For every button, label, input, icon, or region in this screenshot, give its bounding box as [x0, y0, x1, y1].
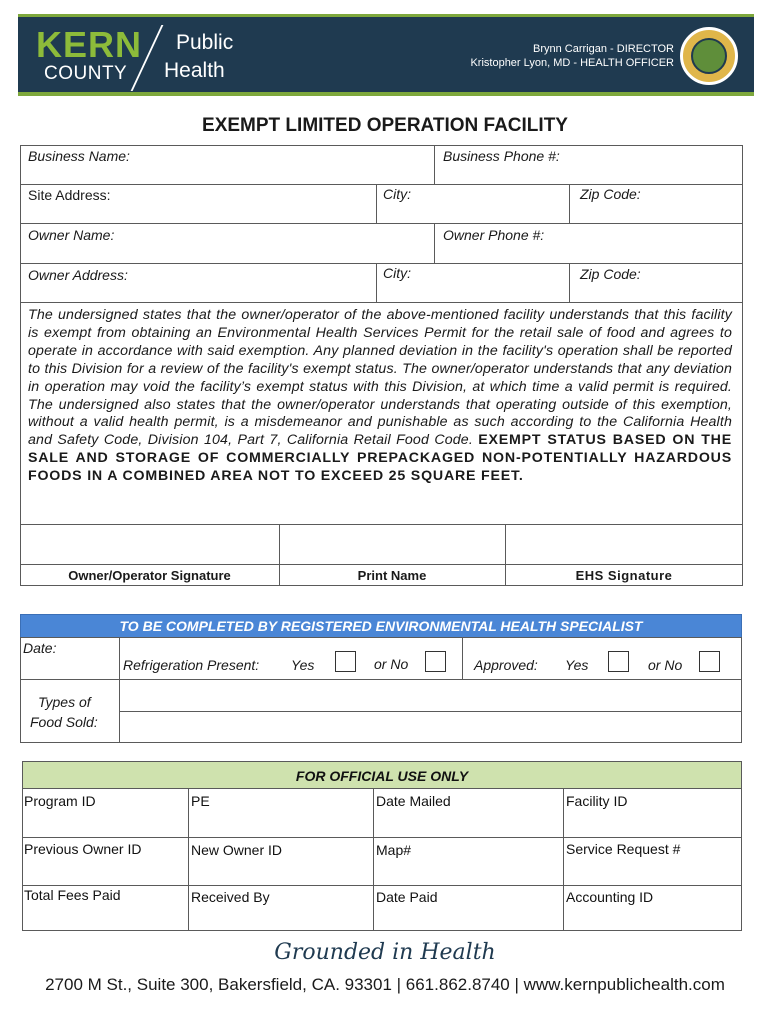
- official-row-divider: [22, 885, 742, 886]
- approved-yes-label: Yes: [565, 657, 589, 673]
- owner-signature-field[interactable]: [21, 525, 278, 563]
- total-fees-paid-field[interactable]: Total Fees Paid: [24, 887, 121, 903]
- received-by-field[interactable]: Received By: [191, 889, 270, 905]
- logo-public: Public: [176, 31, 234, 54]
- grid-col-divider: [376, 184, 377, 223]
- map-number-field[interactable]: Map#: [376, 842, 412, 858]
- refrigeration-yes-label: Yes: [291, 657, 315, 673]
- logo-kern: KERN: [36, 24, 143, 65]
- approved-no-checkbox[interactable]: [699, 651, 720, 672]
- print-name-label: Print Name: [357, 568, 427, 583]
- footer-tagline: Grounded in Health: [274, 940, 496, 965]
- official-row-divider: [22, 837, 742, 838]
- statement-body: The undersigned states that the owner/operator of the above-mentioned facility understands that this facility is exempt from obtaining an Environmental Health Services Permit for the retail sale of food and agrees to operate in accordance with said exemption. Any planned deviation in the facility's operation shall be reported to this Division for a review of the facility's exempt status. The owner/operator understands that any deviation in operation may void the facility’s exempt status with this Division, at which time a valid permit is required. The undersigned also states that the owner/operator understands that operating outside of this exemption, without a valid health permit, is a misdemeanor and punishable as such according to the California Health and Safety Code, Division 104, Part 7, California Retail Food Code.: [28, 307, 732, 449]
- owner-city-field[interactable]: City:: [383, 265, 411, 281]
- grid-row-divider: [20, 263, 743, 264]
- facility-id-field[interactable]: Facility ID: [566, 793, 628, 809]
- refrigeration-no-checkbox[interactable]: [425, 651, 446, 672]
- date-mailed-field[interactable]: Date Mailed: [376, 793, 451, 809]
- seal-center: [691, 38, 727, 74]
- grid-row-divider: [20, 223, 743, 224]
- form-title: EXEMPT LIMITED OPERATION FACILITY: [202, 115, 568, 136]
- county-seal-icon: [680, 27, 738, 85]
- official-use-heading: [22, 761, 742, 789]
- new-owner-id-field[interactable]: New Owner ID: [191, 842, 283, 858]
- business-name-field[interactable]: Business Name:: [28, 148, 130, 164]
- service-request-field[interactable]: Service Request #: [566, 841, 681, 857]
- grid-col-divider: [569, 263, 570, 303]
- grid-col-divider: [434, 223, 435, 263]
- refrigeration-label: Refrigeration Present:: [123, 657, 260, 673]
- zip-code-field[interactable]: Zip Code:: [580, 186, 641, 202]
- grid-col-divider: [434, 145, 435, 184]
- approved-yes-checkbox[interactable]: [608, 651, 629, 672]
- types-of-food-label-line1: Types of: [38, 694, 91, 710]
- refrigeration-yes-checkbox[interactable]: [335, 651, 356, 672]
- approved-no-label: or No: [648, 657, 683, 673]
- signature-line: [20, 564, 743, 565]
- print-name-field[interactable]: [280, 525, 504, 563]
- owner-name-field[interactable]: Owner Name:: [28, 227, 115, 243]
- official-col-divider: [188, 788, 189, 931]
- director-line: Brynn Carrigan - DIRECTOR: [533, 43, 674, 55]
- date-paid-field[interactable]: Date Paid: [376, 889, 438, 905]
- program-id-field[interactable]: Program ID: [24, 793, 96, 809]
- ehs-heading-text: TO BE COMPLETED BY REGISTERED ENVIRONMENTAL HEALTH SPECIALIST: [119, 618, 643, 634]
- official-heading-text: FOR OFFICIAL USE ONLY: [295, 768, 469, 784]
- logo-county: COUNTY: [44, 63, 128, 84]
- health-officer-line: Kristopher Lyon, MD - HEALTH OFFICER: [470, 57, 674, 69]
- grid-col-divider: [569, 184, 570, 223]
- approved-label: Approved:: [474, 657, 538, 673]
- previous-owner-id-field[interactable]: Previous Owner ID: [24, 841, 142, 857]
- ehs-col-divider: [462, 637, 463, 679]
- owner-phone-field[interactable]: Owner Phone #:: [443, 227, 545, 243]
- official-use-table: [22, 788, 742, 931]
- ehs-date-field[interactable]: Date:: [23, 640, 57, 656]
- footer-address: 2700 M St., Suite 300, Bakersfield, CA. 93301 | 661.862.8740 | www.kernpublichealth.com: [45, 975, 725, 994]
- statement-exempt-status: EXEMPT STATUS BASED ON THE SALE AND STORAGE OF COMMERCIALLY PREPACKAGED NON-POTENTIALLY HAZARDOUS FOODS IN A COMBINED AREA NOT TO EXCEED 25 SQUARE FEET.: [28, 432, 732, 485]
- owner-address-field[interactable]: Owner Address:: [28, 267, 128, 283]
- refrigeration-no-label: or No: [374, 656, 409, 672]
- grid-row-divider: [20, 184, 743, 185]
- header-banner: [18, 14, 754, 96]
- official-col-divider: [563, 788, 564, 931]
- site-address-field[interactable]: Site Address:: [28, 187, 111, 203]
- owner-zip-code-field[interactable]: Zip Code:: [580, 266, 641, 282]
- pe-field[interactable]: PE: [191, 793, 210, 809]
- business-phone-field[interactable]: Business Phone #:: [443, 148, 560, 164]
- ehs-signature-label: EHS Signature: [575, 568, 673, 583]
- logo-health: Health: [164, 59, 225, 82]
- exemption-statement: [28, 307, 732, 486]
- ehs-section-heading: [20, 614, 742, 638]
- types-of-food-field[interactable]: [120, 680, 741, 742]
- official-col-divider: [373, 788, 374, 931]
- city-field[interactable]: City:: [383, 186, 411, 202]
- types-of-food-label-line2: Food Sold:: [30, 714, 98, 730]
- grid-col-divider: [376, 263, 377, 303]
- accounting-id-field[interactable]: Accounting ID: [566, 889, 654, 905]
- owner-signature-label: Owner/Operator Signature: [68, 568, 231, 583]
- ehs-signature-field[interactable]: [506, 525, 742, 563]
